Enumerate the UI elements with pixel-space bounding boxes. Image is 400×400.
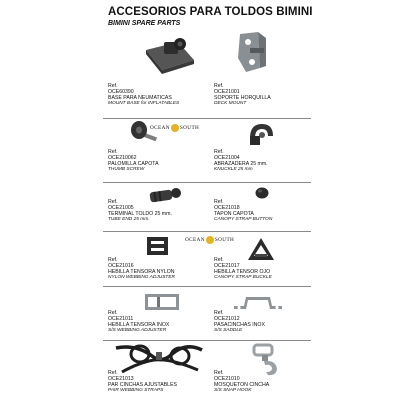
product-code: OCE21005 bbox=[108, 205, 134, 211]
deck-mount-icon bbox=[232, 28, 272, 78]
product-card bbox=[214, 149, 324, 173]
product-code: OCE60390 bbox=[108, 89, 134, 95]
thumb-screw-icon bbox=[126, 118, 162, 148]
product-card bbox=[108, 83, 218, 107]
product-name: TERMINAL TOLDO 25 mm. bbox=[108, 211, 172, 217]
oceansouth-logo bbox=[185, 236, 234, 244]
ref-label: Ref. bbox=[108, 83, 118, 89]
strap-button-icon bbox=[254, 186, 270, 200]
product-card bbox=[214, 310, 324, 334]
product-name-en: PAIR WEBBING STRAPS bbox=[108, 388, 164, 393]
product-name: HEBILLA TENSORA NYLON bbox=[108, 269, 175, 275]
product-code: OCE210062 bbox=[108, 155, 137, 161]
ref-label: Ref. bbox=[214, 199, 224, 205]
product-card bbox=[214, 370, 324, 394]
product-code: OCE21018 bbox=[214, 205, 240, 211]
product-card bbox=[108, 257, 218, 281]
product-code: OCE21016 bbox=[108, 263, 134, 269]
product-name-en: S/S WEBBING ADJUSTER bbox=[108, 328, 167, 333]
row-separator bbox=[103, 231, 311, 232]
product-name-en: THUMB SCREW bbox=[108, 167, 145, 172]
sun-icon bbox=[206, 236, 214, 244]
product-name-en: S/S SADDLE bbox=[214, 328, 243, 333]
saddle-icon bbox=[232, 292, 284, 312]
row-separator bbox=[103, 182, 311, 183]
product-name: SOPORTE HORQUILLA bbox=[214, 95, 271, 101]
product-name-en: KNUCKLE 25 mm bbox=[214, 167, 253, 172]
logo-text-right: SOUTH bbox=[179, 125, 200, 131]
product-code: OCE21001 bbox=[214, 89, 240, 95]
row-separator bbox=[103, 340, 311, 341]
logo-text-left: OCEAN bbox=[150, 125, 170, 131]
ref-label: Ref. bbox=[108, 149, 118, 155]
product-code: OCE21013 bbox=[108, 376, 134, 382]
product-name: PASACINCHAS INOX bbox=[214, 322, 265, 328]
ref-label: Ref. bbox=[108, 257, 118, 263]
product-name: TAPON CAPOTA bbox=[214, 211, 254, 217]
product-name-en: S/S SNAP HOOK bbox=[214, 388, 252, 393]
product-code: OCE21011 bbox=[108, 316, 134, 322]
product-name-en: TUBE END 25 mm. bbox=[108, 217, 150, 222]
page-subtitle: BIMINI SPARE PARTS bbox=[108, 20, 181, 27]
ref-label: Ref. bbox=[214, 310, 224, 316]
product-card bbox=[214, 199, 324, 223]
product-name-en: CANOPY STRAP BUTTON bbox=[214, 217, 273, 222]
nylon-buckle-icon bbox=[144, 234, 172, 258]
product-card bbox=[108, 310, 218, 334]
logo-text-right: SOUTH bbox=[214, 237, 235, 243]
product-code: OCE21017 bbox=[214, 263, 240, 269]
ref-label: Ref. bbox=[214, 83, 224, 89]
ref-label: Ref. bbox=[214, 149, 224, 155]
product-card bbox=[214, 257, 324, 281]
product-name: HEBILLA TENSORA INOX bbox=[108, 322, 170, 328]
row-separator bbox=[103, 286, 311, 287]
ref-label: Ref. bbox=[108, 310, 118, 316]
product-card bbox=[214, 83, 324, 107]
catalog-header bbox=[108, 6, 313, 27]
ref-label: Ref. bbox=[108, 199, 118, 205]
product-name: PAR CINCHAS AJUSTABLES bbox=[108, 382, 177, 388]
product-name-en: NYLON WEBBING ADJUSTER bbox=[108, 275, 175, 280]
product-code: OCE21012 bbox=[214, 316, 240, 322]
product-name: PALOMILLA CAPOTA bbox=[108, 161, 159, 167]
product-name: HEBILLA TENSOR OJO bbox=[214, 269, 271, 275]
sun-icon bbox=[171, 124, 179, 132]
product-name: MOSQUETON CINCHA bbox=[214, 382, 270, 388]
product-name-en: DECK MOUNT bbox=[214, 101, 247, 106]
product-name-en: CANOPY STRAP BUCKLE bbox=[214, 275, 272, 280]
product-name-en: MOUNT BASE for INFLATABLES bbox=[108, 101, 180, 106]
product-code: OCE21010 bbox=[214, 376, 240, 382]
product-card bbox=[108, 199, 218, 223]
ref-label: Ref. bbox=[214, 370, 224, 376]
product-card bbox=[108, 149, 218, 173]
inflatable-mount-base-icon bbox=[140, 30, 200, 80]
ref-label: Ref. bbox=[108, 370, 118, 376]
product-code: OCE21004 bbox=[214, 155, 240, 161]
page-title: ACCESORIOS PARA TOLDOS BIMINI bbox=[108, 6, 313, 18]
knuckle-icon bbox=[246, 120, 276, 148]
logo-text-left: OCEAN bbox=[185, 237, 205, 243]
ref-label: Ref. bbox=[214, 257, 224, 263]
product-name: BASE PARA NEUMATICAS bbox=[108, 95, 172, 101]
product-name: ABRAZADERA 25 mm. bbox=[214, 161, 268, 167]
product-card bbox=[108, 370, 218, 394]
